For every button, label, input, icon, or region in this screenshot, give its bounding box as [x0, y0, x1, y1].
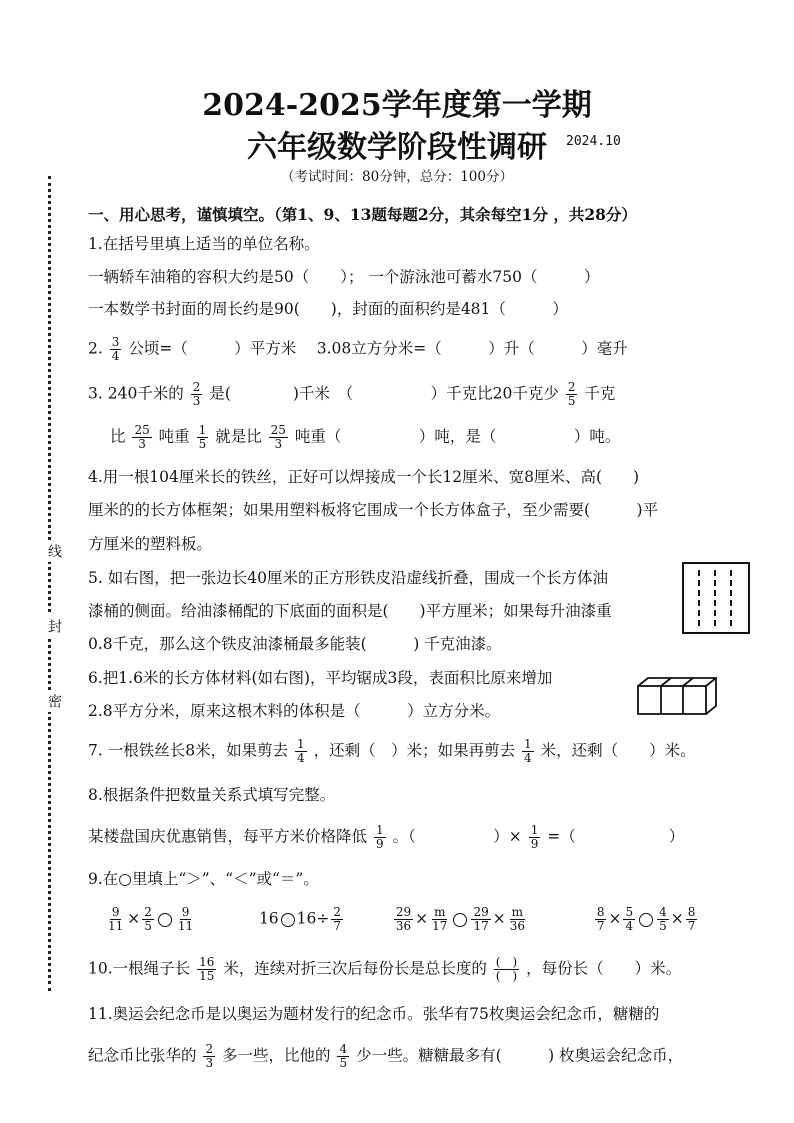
q3-frac2: $\frac{2}{5}$: [567, 380, 576, 408]
q3-frac4: $\frac{1}{5}$: [198, 423, 207, 451]
q5-line1: 5. 如右图，把一张边长40厘米的正方形铁皮沿虚线折叠，围成一个长方体油: [88, 569, 608, 587]
q8-line: 某楼盘国庆优惠销售，每平方米价格降低 $\frac{1}{9}$ 。（ ）× $\frac{1}{9}$ =（ ）: [88, 823, 685, 851]
q5-line3: 0.8千克，那么这个铁皮油漆桶最多能装( ) 千克油漆。: [88, 635, 502, 653]
q10: 10.一根绳子长 $\frac{16}{15}$ 米，连续对折三次后每份长是总长度的 $\frac{( )}{( )}$ ，每份长（ ）米。: [88, 955, 682, 983]
compare-circle: [639, 913, 653, 927]
q2-fraction: $\frac{3}{4}$: [111, 335, 120, 363]
q7: 7. 一根铁丝长8米，如果剪去 $\frac{1}{4}$ ，还剩（ ）米；如果再剪去 $\frac{1}{4}$ 米，还剩（ ）米。: [88, 737, 696, 765]
q5-line2: 漆桶的侧面。给油漆桶配的下底面的面积是( )平方厘米；如果每升油漆重: [88, 602, 612, 620]
q2: [88, 336, 754, 363]
compare-circle: [281, 913, 295, 927]
compare-circle: [158, 913, 172, 927]
q11-line1: 11.奥运会纪念币是以奥运为题材发行的纪念币。张华有75枚奥运会纪念币，糖糖的: [88, 1005, 660, 1023]
q3-frac1: $\frac{2}{3}$: [192, 380, 201, 408]
q1-line2: 一本数学书封面的周长约是90( )，封面的面积约是481（ ）: [88, 300, 568, 318]
q7-frac2: $\frac{1}{4}$: [524, 737, 532, 765]
page-title: 2024-2025学年度第一学期: [202, 88, 592, 123]
q3-frac3: $\frac{25}{3}$: [134, 423, 150, 451]
q9-expr3: $\frac{29}{36}$ × $\frac{m}{17}$ $\frac{29}{17}$ × $\frac{m}{36}$: [395, 905, 525, 933]
section-heading: 一、用心思考，谨慎填空。（第1、9、13题每题2分，其余每空1分 ，共28分）: [88, 205, 637, 224]
q7-frac1: $\frac{1}{4}$: [297, 737, 305, 765]
q1-line1: 一辆轿车油箱的容积大约是50（ ）； 一个游泳池可蓄水750（ ）: [88, 268, 600, 286]
exam-info: （考试时间：80分钟，总分：100分）: [281, 169, 513, 185]
q8-frac2: $\frac{1}{9}$: [530, 823, 539, 851]
page-subtitle: 六年级数学阶段性调研: [247, 130, 547, 165]
q4-line3: 方厘米的塑料板。: [88, 535, 213, 553]
q4-line2: 厘米的的长方体框架；如果用塑料板将它围成一个长方体盒子，至少需要( )平: [88, 501, 659, 519]
q8-frac1: $\frac{1}{9}$: [375, 823, 384, 851]
q9-stem: 9.在○里填上“＞”、“＜”或“＝”。: [88, 870, 319, 888]
q9-expressions: [104, 906, 754, 933]
q6-line2: 2.8平方分米，原来这根木料的体积是（ ）立方分米。: [88, 702, 501, 720]
q2-num: 2.: [88, 339, 103, 358]
folded-square-figure: [682, 562, 750, 634]
binding-char-line: 线: [44, 540, 64, 562]
q8-stem: 8.根据条件把数量关系式填写完整。: [88, 786, 336, 804]
binding-char-seal: 封: [44, 615, 64, 637]
compare-circle: [453, 913, 467, 927]
cuboid-figure: [636, 676, 720, 718]
q4-line1: 4.用一根104厘米长的铁丝，正好可以焊接成一个长12厘米、宽8厘米、高( ): [88, 468, 640, 486]
q10-blank-frac: $\frac{( )}{( )}$: [495, 955, 518, 983]
q1-stem: 1.在括号里填上适当的单位名称。: [88, 235, 320, 253]
q11-line2: 纪念币比张华的 $\frac{2}{3}$ 多一些，比他的 $\frac{4}{5}$ 少一些。糖糖最多有( ) 枚奥运会纪念币，: [88, 1042, 684, 1070]
binding-dotted-line: [48, 176, 51, 991]
q9-expr2: 16 16÷ $\frac{2}{7}$: [258, 905, 342, 933]
q11-frac1: $\frac{2}{3}$: [205, 1042, 214, 1070]
exam-date: 2024.10: [566, 134, 621, 149]
q3-frac5: $\frac{25}{3}$: [270, 423, 286, 451]
q9-expr4: $\frac{8}{7}$ × $\frac{5}{4}$ $\frac{4}{5}$ × $\frac{8}{7}$: [596, 905, 696, 933]
q10-frac1: $\frac{16}{15}$: [199, 955, 215, 983]
q3-line1: 3. 240千米的 $\frac{2}{3}$ 是( )千米 （ ）千克比20千克少 $\frac{2}{5}$ 千克: [88, 380, 616, 408]
binding-char-secret: 密: [44, 690, 64, 712]
q6-line1: 6.把1.6米的长方体材料(如右图)，平均锯成3段，表面积比原来增加: [88, 669, 553, 687]
q9-expr1: $\frac{9}{11}$ × $\frac{2}{5}$ $\frac{9}{11}$: [108, 905, 194, 933]
q11-frac2: $\frac{4}{5}$: [339, 1042, 348, 1070]
q2-rest: 公顷=（ ）平方米 3.08立方分米=（ ）升（ ）毫升: [128, 339, 628, 358]
q3-line2: 比 $\frac{25}{3}$ 吨重 $\frac{1}{5}$ 就是比 $\frac{25}{3}$ 吨重（ ）吨，是（ ）吨。: [110, 423, 621, 451]
